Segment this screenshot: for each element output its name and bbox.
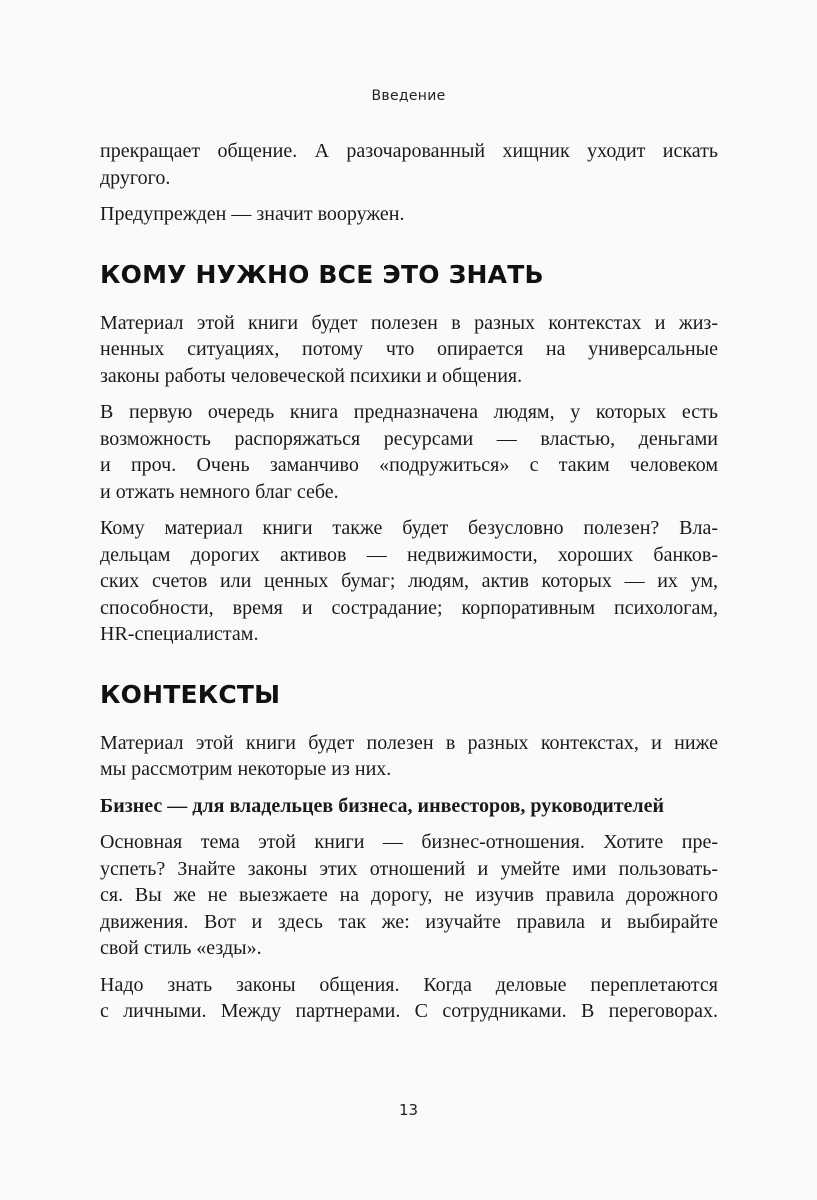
- paragraph: [100, 972, 718, 1025]
- text-line: законы работы человеческой психики и общения.: [100, 364, 523, 387]
- text-line: другого.: [100, 166, 171, 189]
- text-line: Материал этой книги будет полезен в разных контекстах, и ниже: [100, 731, 718, 754]
- text-line: ских счетов или ценных бумаг; людям, актив которых — их ум,: [100, 570, 718, 592]
- text-line: Кому материал книги также будет безусловно полезен? Вла-: [100, 517, 718, 539]
- text-line: успеть? Знайте законы этих отношений и умейте ими пользовать-: [100, 857, 718, 880]
- text-line: способности, время и сострадание; корпоративным психологам,: [100, 596, 718, 619]
- text-line: Основная тема этой книги — бизнес-отношения. Хотите пре-: [100, 831, 718, 853]
- text-line: и проч. Очень заманчиво «подружиться» с таким человеком: [100, 454, 718, 476]
- page-number: 13: [398, 1101, 419, 1119]
- text-line: ся. Вы же не выезжаете на дорогу, не изучив правила дорожного: [100, 884, 718, 906]
- text-line: прекращает общение. А разочарованный хищник уходит искать: [100, 140, 718, 162]
- section-heading: КОМУ НУЖНО ВСЕ ЭТО ЗНАТЬ: [100, 259, 544, 289]
- text-line: и отжать немного благ себе.: [100, 480, 339, 503]
- section-heading: КОНТЕКСТЫ: [100, 679, 281, 709]
- text-line: HR-специалистам.: [100, 623, 259, 645]
- paragraph: [100, 310, 718, 390]
- text-line: Предупрежден — значит вооружен.: [100, 203, 405, 225]
- paragraph: [100, 399, 718, 505]
- paragraph: [100, 730, 718, 783]
- text-line: В первую очередь книга предназначена людям, у которых есть: [100, 401, 718, 423]
- paragraph: [100, 138, 718, 191]
- text-line: с личными. Между партнерами. С сотрудниками. В переговорах.: [100, 1000, 718, 1022]
- text-line: Бизнес — для владельцев бизнеса, инвесторов, руководителей: [100, 794, 665, 817]
- subsection-heading: [100, 793, 718, 820]
- paragraph: [100, 201, 718, 228]
- text-line: Надо знать законы общения. Когда деловые переплетаются: [100, 973, 718, 996]
- running-head: Введение: [371, 88, 446, 104]
- text-line: движения. Вот и здесь так же: изучайте правила и выбирайте: [100, 910, 718, 933]
- text-line: Материал этой книги будет полезен в разных контекстах и жиз-: [100, 311, 718, 334]
- text-line: дельцам дорогих активов — недвижимости, хороших банков-: [100, 543, 718, 566]
- page-body: [100, 138, 718, 1025]
- text-line: возможность распоряжаться ресурсами — властью, деньгами: [100, 427, 718, 450]
- paragraph: [100, 515, 718, 648]
- paragraph: [100, 829, 718, 962]
- text-line: ненных ситуациях, потому что опирается на универсальные: [100, 338, 718, 360]
- text-line: мы рассмотрим некоторые из них.: [100, 758, 392, 780]
- text-line: свой стиль «езды».: [100, 937, 262, 959]
